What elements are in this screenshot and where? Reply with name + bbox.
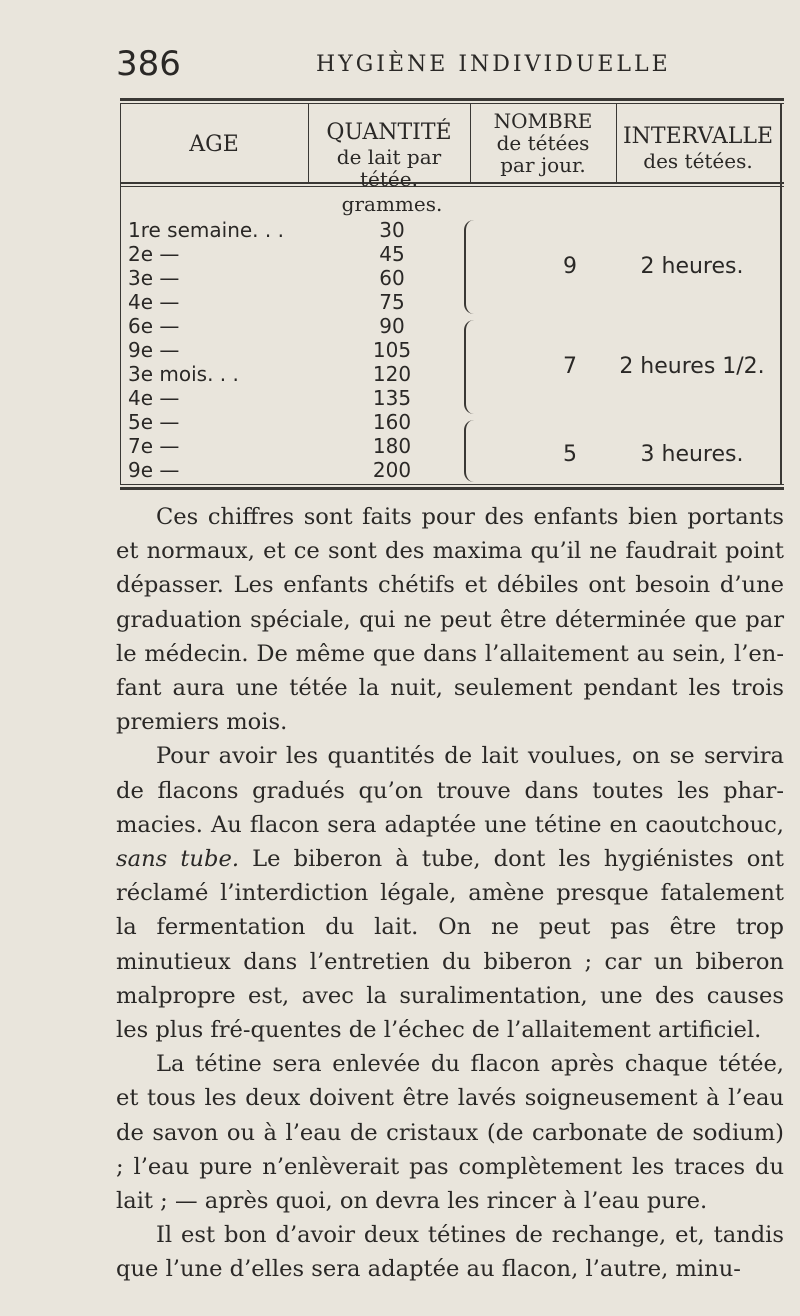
row-quantity: 105 — [372, 338, 412, 362]
table-bottom-rule — [120, 484, 784, 490]
page-header — [0, 40, 800, 90]
feeding-table — [120, 98, 784, 490]
header-interval-line2: des tétées. — [643, 149, 753, 173]
row-age: 2e — — [128, 242, 180, 266]
header-feeds-line2: de tétées — [496, 131, 590, 155]
paragraph: La tétine sera enlevée du flacon après chaque tétée, et tous les deux doivent être lavés soigneusement à l’eau de savon ou à l’eau de cristaux (de carbonate de sodium) ; l’eau pure n’enlèverait pas complètement les traces du lait ; — après quoi, on devra les rincer à l’eau pure. — [116, 1051, 784, 1215]
row-age: 3e — — [128, 266, 180, 290]
row-quantity: 160 — [372, 410, 412, 434]
group-feeds-1: 9 — [563, 254, 577, 279]
row-quantity: 60 — [379, 266, 405, 290]
row-quantity: 200 — [372, 458, 412, 482]
table-row — [120, 386, 784, 410]
row-age: 7e — — [128, 434, 180, 458]
page-number: 386 — [116, 44, 181, 84]
group-interval-1: 2 heures. — [640, 254, 744, 279]
header-quantity-line2: de lait par tétée. — [336, 145, 442, 191]
row-age: 3e mois. . . — [128, 362, 239, 386]
header-age: AGE — [189, 132, 239, 157]
paragraph — [116, 739, 784, 1047]
header-interval-line1: INTERVALLE — [622, 124, 773, 149]
group-feeds-3: 5 — [563, 442, 577, 467]
paragraph: Ces chiffres sont faits pour des enfants bien portants et normaux, et ce sont des maxima qu’il ne faudrait point dépasser. Les enfants chétifs et débiles ont besoin d’une graduation spéciale, qui ne peut être déterminée que par le médecin. De même que dans l’allaitement au sein, l’en-fant aura une tétée la nuit, seulement pendant les trois premiers mois. — [116, 504, 784, 736]
row-quantity: 180 — [372, 434, 412, 458]
group-feeds-2: 7 — [563, 354, 577, 379]
row-age: 9e — — [128, 338, 180, 362]
row-quantity: 75 — [379, 290, 405, 314]
group-interval-3: 3 heures. — [640, 442, 744, 467]
row-quantity: 120 — [372, 362, 412, 386]
table-row — [120, 290, 784, 314]
table-row — [120, 218, 784, 242]
group-brace-2 — [464, 320, 482, 414]
group-brace-3 — [464, 420, 482, 482]
italic-phrase: sans tube. — [116, 846, 239, 873]
row-quantity: 45 — [379, 242, 405, 266]
row-quantity: 135 — [372, 386, 412, 410]
row-age: 5e — — [128, 410, 180, 434]
row-quantity: 30 — [379, 218, 405, 242]
paragraph-part: Pour avoir les quantités de lait voulues, on se servira de flacons gradués qu’on trouve dans toutes les phar-macies. Au flacon sera adaptée une tétine en caoutchouc, — [116, 743, 784, 838]
group-interval-2: 2 heures 1/2. — [619, 354, 765, 379]
header-quantity-line1: QUANTITÉ — [326, 120, 452, 145]
header-feeds-line3: par jour. — [500, 153, 586, 177]
unit-label: grammes. — [341, 192, 443, 216]
row-quantity: 90 — [379, 314, 405, 338]
row-age: 4e — — [128, 290, 180, 314]
row-age: 4e — — [128, 386, 180, 410]
table-top-rule — [120, 98, 784, 104]
group-brace-1 — [464, 220, 482, 314]
row-age: 1re semaine. . . — [128, 218, 284, 242]
table-row — [120, 314, 784, 338]
row-age: 6e — — [128, 314, 180, 338]
paragraph: Il est bon d’avoir deux tétines de rechange, et, tandis que l’une d’elles sera adaptée au flacon, l’autre, minu- — [116, 1222, 784, 1283]
body-text — [116, 500, 784, 1287]
table-row — [120, 410, 784, 434]
row-age: 9e — — [128, 458, 180, 482]
running-title: HYGIÈNE INDIVIDUELLE — [316, 52, 671, 77]
paragraph-part: Le biberon à tube, dont les hygiénistes ont réclamé l’interdiction légale, amène presque fatalement la fermentation du lait. On ne peut pas être trop minutieux dans l’entretien du biberon ; car un biberon malpropre est, avec la suralimentation, une des causes les plus fré-quentes de l’échec de l’allaitement artificiel. — [116, 846, 784, 1044]
header-feeds-line1: NOMBRE — [493, 109, 593, 133]
